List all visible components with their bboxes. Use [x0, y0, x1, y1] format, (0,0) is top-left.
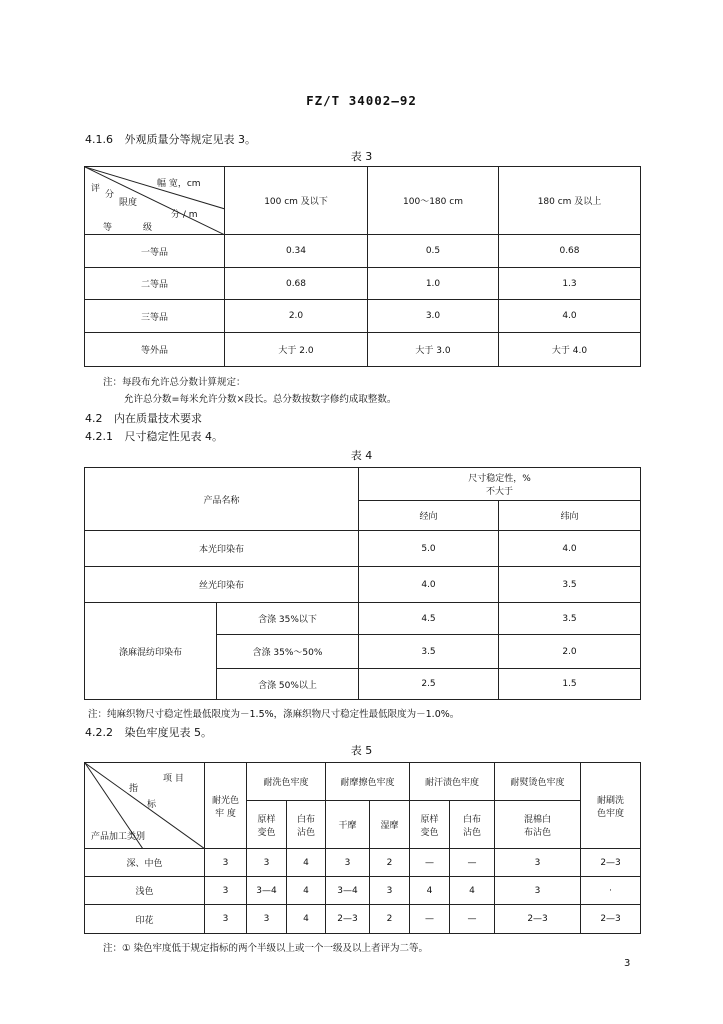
table-row — [85, 235, 641, 268]
sub-header-line: 变色 — [420, 827, 439, 838]
sub-header-line: 原样 — [420, 814, 439, 825]
dimensional-stability-header — [359, 468, 641, 501]
value-cell: 2 — [370, 905, 410, 934]
corner-label-c: 限度 — [119, 198, 138, 208]
value-cell: 4 — [287, 877, 326, 905]
value-cell: 3 — [247, 905, 287, 934]
category-cell: 印花 — [85, 905, 205, 934]
value-cell: 0.5 — [368, 235, 499, 268]
value-cell: 大于 2.0 — [225, 333, 368, 367]
sub-header — [495, 801, 581, 849]
value-cell: 4 — [450, 877, 495, 905]
value-cell: — — [410, 849, 450, 877]
table-row — [85, 877, 641, 905]
value-cell: 4 — [287, 849, 326, 877]
clause-text: 内在质量技术要求 — [114, 412, 202, 425]
value-cell: 0.68 — [225, 268, 368, 300]
value-cell: 3 — [495, 877, 581, 905]
col-header: 100 cm 及以下 — [225, 167, 368, 235]
clause-number: 4.1.6 — [85, 133, 113, 146]
value-cell: 1.5 — [499, 669, 641, 700]
value-cell: 3 — [247, 849, 287, 877]
value-cell: 0.34 — [225, 235, 368, 268]
value-cell: 2—3 — [326, 905, 370, 934]
table-row — [85, 333, 641, 367]
value-cell: 大于 3.0 — [368, 333, 499, 367]
grade-cell: 等外品 — [85, 333, 225, 367]
corner-label-d: 幅 宽，cm — [157, 179, 201, 189]
table-5-caption: 表 5 — [350, 744, 373, 757]
value-cell: 2 — [370, 849, 410, 877]
header-line-1: 耐光色 — [211, 795, 239, 806]
value-cell: 3 — [370, 877, 410, 905]
clause-number: 4.2.1 — [85, 430, 113, 443]
value-cell: — — [450, 905, 495, 934]
brush-wash-fastness-header — [581, 763, 641, 849]
corner-label-e: 分 / m — [171, 210, 198, 220]
table-3-corner-header — [85, 167, 225, 235]
standard-header: FZ/T 34002—92 — [306, 93, 417, 108]
value-cell: 2.0 — [499, 635, 641, 669]
warp-header: 经向 — [359, 501, 499, 531]
sub-header — [247, 801, 287, 849]
table-3 — [84, 166, 641, 367]
value-cell: · — [581, 877, 641, 905]
corner-label-c: 标 — [147, 800, 157, 810]
col-header: 100～180 cm — [368, 167, 499, 235]
sub-product-name: 含涤 35%～50% — [217, 635, 359, 669]
corner-label-a: 指 — [129, 784, 139, 794]
table-row — [85, 300, 641, 333]
hot-press-fastness-header: 耐熨烫色牢度 — [495, 763, 581, 801]
table-row — [85, 603, 641, 635]
clause-text: 尺寸稳定性见表 4。 — [124, 430, 223, 443]
table-3-note-line-2: 允许总分数=每米允许分数×段长。总分数按数字修约成取整数。 — [124, 394, 397, 405]
table-row — [85, 567, 641, 603]
value-cell: 3 — [495, 849, 581, 877]
value-cell: 3.5 — [499, 603, 641, 635]
sub-header — [450, 801, 495, 849]
sub-header: 湿摩 — [370, 801, 410, 849]
clause-4-2 — [85, 410, 202, 426]
clause-4-2-1 — [85, 428, 223, 444]
clause-4-1-6 — [85, 131, 256, 147]
grade-cell: 三等品 — [85, 300, 225, 333]
category-cell: 浅色 — [85, 877, 205, 905]
value-cell: 2—3 — [581, 905, 641, 934]
clause-4-2-2 — [85, 724, 212, 740]
page-number: 3 — [624, 958, 631, 969]
table-5 — [84, 762, 641, 934]
value-cell: 3.5 — [499, 567, 641, 603]
grade-cell: 二等品 — [85, 268, 225, 300]
col-header: 180 cm 及以上 — [499, 167, 641, 235]
product-name: 丝光印染布 — [85, 567, 359, 603]
sub-header-line: 原样 — [257, 814, 276, 825]
table-3-note-line-1: 注：每段布允许总分数计算规定： — [103, 377, 246, 388]
sub-header-line: 白布 — [297, 814, 316, 825]
value-cell: — — [410, 905, 450, 934]
sub-header — [410, 801, 450, 849]
value-cell: — — [450, 849, 495, 877]
sub-header: 干摩 — [326, 801, 370, 849]
blend-product-name: 涤麻混纺印染布 — [85, 603, 217, 700]
value-cell: 4.0 — [359, 567, 499, 603]
value-cell: 1.3 — [499, 268, 641, 300]
sub-header — [287, 801, 326, 849]
header-line-1: 尺寸稳定性，% — [468, 474, 531, 484]
sub-header-line: 沾色 — [297, 827, 316, 838]
table-row — [85, 531, 641, 567]
product-name-header: 产品名称 — [85, 468, 359, 531]
sub-header-line: 沾色 — [463, 827, 482, 838]
value-cell: 4 — [287, 905, 326, 934]
header-line-2: 色牢度 — [597, 808, 625, 819]
product-name: 本光印染布 — [85, 531, 359, 567]
value-cell: 3 — [326, 849, 370, 877]
header-line-2: 不大于 — [486, 487, 514, 497]
corner-label-g: 级 — [143, 223, 153, 233]
value-cell: 4.0 — [499, 300, 641, 333]
table-row — [85, 905, 641, 934]
value-cell: 大于 4.0 — [499, 333, 641, 367]
table-3-caption: 表 3 — [350, 150, 373, 163]
value-cell: 4 — [410, 877, 450, 905]
value-cell: 3.5 — [359, 635, 499, 669]
clause-text: 染色牢度见表 5。 — [124, 726, 212, 739]
sub-product-name: 含涤 50%以上 — [217, 669, 359, 700]
rub-fastness-header: 耐摩擦色牢度 — [326, 763, 410, 801]
clause-text: 外观质量分等规定见表 3。 — [124, 133, 256, 146]
sub-product-name: 含涤 35%以下 — [217, 603, 359, 635]
corner-label-f: 等 — [103, 223, 113, 233]
value-cell: 2—3 — [495, 905, 581, 934]
header-line-2: 牢 度 — [215, 808, 236, 819]
table-row — [85, 849, 641, 877]
value-cell: 2—3 — [581, 849, 641, 877]
corner-label-b: 分 — [105, 190, 115, 200]
corner-label-a: 评 — [91, 184, 101, 194]
table-4 — [84, 467, 641, 700]
value-cell: 3—4 — [247, 877, 287, 905]
table-row — [85, 268, 641, 300]
table-4-caption: 表 4 — [350, 449, 373, 462]
value-cell: 2.0 — [225, 300, 368, 333]
value-cell: 5.0 — [359, 531, 499, 567]
category-cell: 深、中色 — [85, 849, 205, 877]
clause-number: 4.2 — [85, 412, 103, 425]
table-5-corner-header — [85, 763, 205, 849]
value-cell: 2.5 — [359, 669, 499, 700]
value-cell: 1.0 — [368, 268, 499, 300]
table-5-note: 注：① 染色牢度低于规定指标的两个半级以上或一个一级及以上者评为二等。 — [103, 943, 429, 954]
clause-number: 4.2.2 — [85, 726, 113, 739]
value-cell: 3—4 — [326, 877, 370, 905]
light-fastness-header — [205, 763, 247, 849]
sub-header-line: 白布 — [463, 814, 482, 825]
table-4-note: 注：纯麻织物尺寸稳定性最低限度为－1.5%，涤麻织物尺寸稳定性最低限度为－1.0%。 — [88, 709, 460, 720]
corner-label-d: 产品加工类别 — [91, 832, 146, 842]
value-cell: 4.0 — [499, 531, 641, 567]
corner-label-b: 项 目 — [163, 774, 184, 784]
value-cell: 3 — [205, 905, 247, 934]
grade-cell: 一等品 — [85, 235, 225, 268]
header-line-1: 耐刷洗 — [597, 795, 625, 806]
value-cell: 4.5 — [359, 603, 499, 635]
wash-fastness-header: 耐洗色牢度 — [247, 763, 326, 801]
weft-header: 纬向 — [499, 501, 641, 531]
sub-header-line: 布沾色 — [524, 827, 552, 838]
sub-header-line: 变色 — [257, 827, 276, 838]
sweat-fastness-header: 耐汗渍色牢度 — [410, 763, 495, 801]
sub-header-line: 混棉白 — [524, 814, 552, 825]
value-cell: 0.68 — [499, 235, 641, 268]
value-cell: 3 — [205, 849, 247, 877]
value-cell: 3.0 — [368, 300, 499, 333]
value-cell: 3 — [205, 877, 247, 905]
